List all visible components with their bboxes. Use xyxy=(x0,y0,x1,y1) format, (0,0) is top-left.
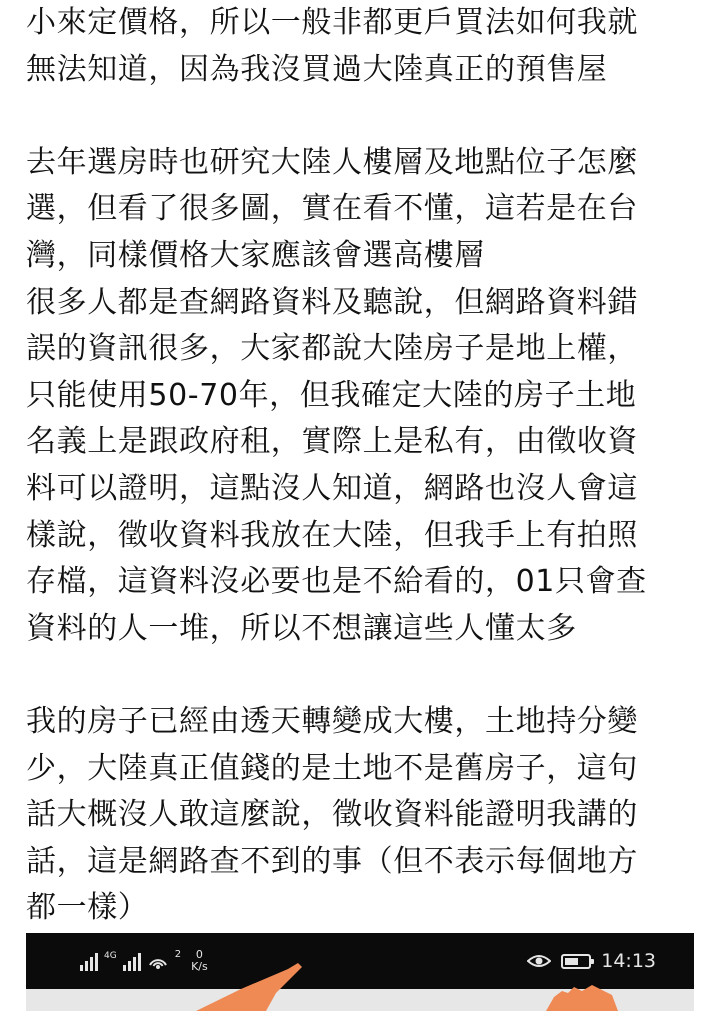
article-line: 去年選房時也研究大陸人樓層及地點位子怎麼 xyxy=(26,144,638,180)
article-line: 料可以證明，這點沒人知道，網路也沒人會這 xyxy=(26,470,638,506)
article-line: 我的房子已經由透天轉變成大樓，土地持分變 xyxy=(26,703,638,739)
article-line: 話大概沒人敢這麼說，徵收資料能證明我講的 xyxy=(26,797,638,833)
article-line: 話，這是網路查不到的事（但不表示每個地方 xyxy=(26,843,638,879)
network-speed-value: 0 xyxy=(195,948,203,961)
article-line: 很多人都是查網路資料及聽說，但網路資料錯 xyxy=(26,284,638,320)
article-line: 選，但看了很多圖，實在看不懂，這若是在台 xyxy=(26,191,638,227)
status-clock: 14:13 xyxy=(601,950,656,972)
article-line: 存檔，這資料沒必要也是不給看的，01只會查 xyxy=(26,564,647,600)
article-body xyxy=(26,0,706,932)
article-line: 無法知道，因為我沒買過大陸真正的預售屋 xyxy=(26,51,608,87)
article-line: 都一樣） xyxy=(26,890,149,926)
hotspot-device-count: 2 xyxy=(174,948,182,960)
embedded-phone-screenshot[interactable] xyxy=(26,933,694,1011)
network-speed-unit: K/s xyxy=(191,960,208,973)
article-line: 樣說，徵收資料我放在大陸，但我手上有拍照 xyxy=(26,517,638,553)
network-type: 4G xyxy=(104,950,117,961)
article-line: 只能使用50-70年，但我確定大陸的房子土地 xyxy=(26,377,637,413)
paragraph-gap xyxy=(26,652,706,699)
article-line: 名義上是跟政府租，實際上是私有，由徵收資 xyxy=(26,424,638,460)
article-line: 資料的人一堆，所以不想讓這些人懂太多 xyxy=(26,610,577,646)
orange-scribble-annotation xyxy=(26,933,694,1011)
article-line: 少，大陸真正值錢的是土地不是舊房子，這句 xyxy=(26,750,638,786)
article-line: 小來定價格，所以一般非都更戶買法如何我就 xyxy=(26,5,638,40)
article-line: 灣，同樣價格大家應該會選高樓層 xyxy=(26,237,485,273)
article-line: 誤的資訊很多，大家都說大陸房子是地上權， xyxy=(26,331,638,367)
paragraph-gap xyxy=(26,93,706,140)
